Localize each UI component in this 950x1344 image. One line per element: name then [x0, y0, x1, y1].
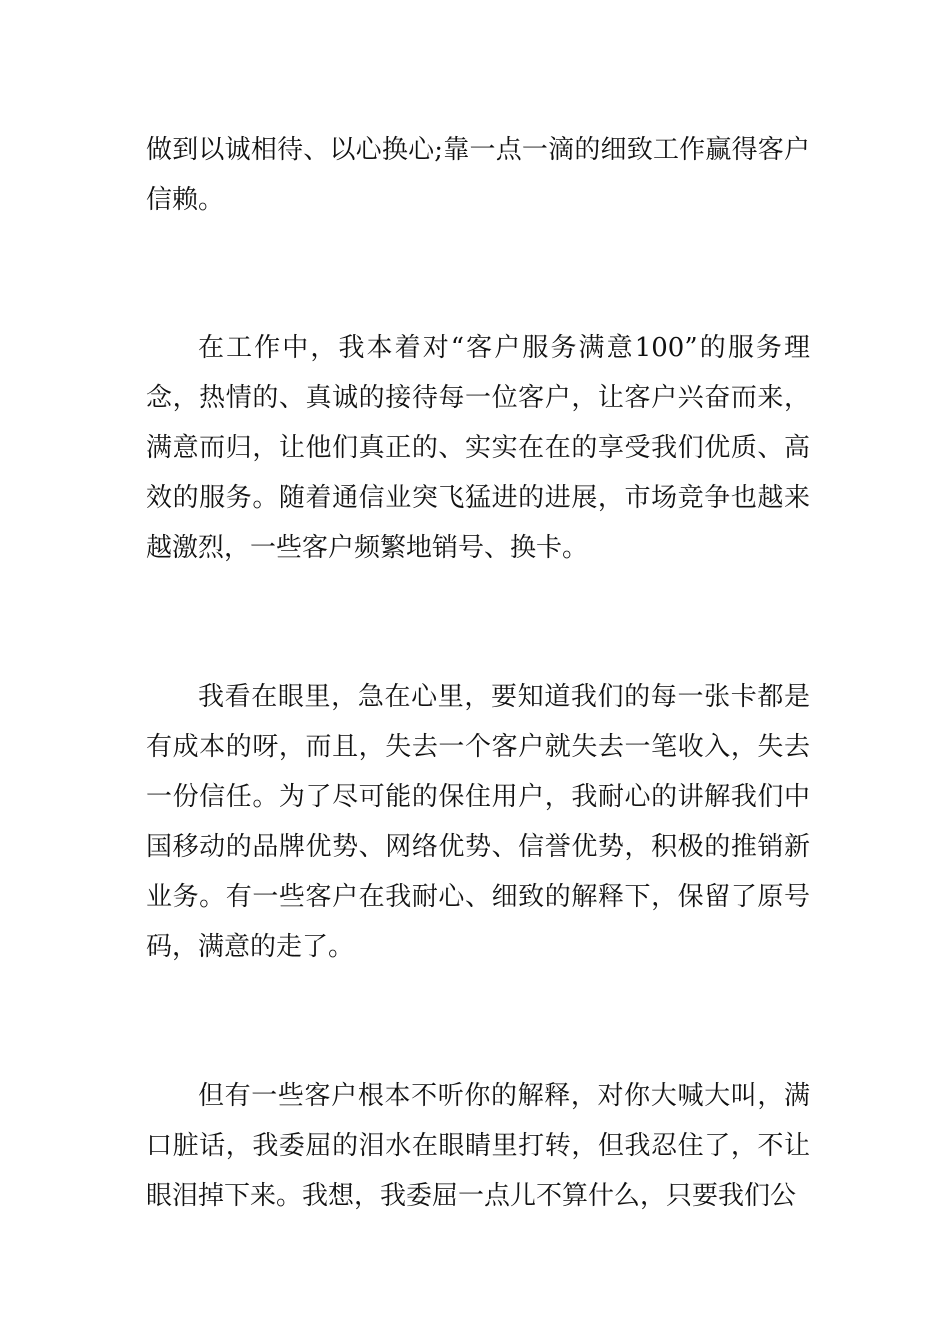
paragraph-4: 但有一些客户根本不听你的解释，对你大喊大叫，满口脏话，我委屈的泪水在眼睛里打转，但我忍住了，不让眼泪掉下来。我想，我委屈一点儿不算什么，只要我们公: [146, 1081, 810, 1211]
paragraph-1: 做到以诚相待、以心换心;靠一点一滴的细致工作赢得客户信赖。: [146, 135, 810, 215]
paragraph-2: 在工作中，我本着对“客户服务满意100”的服务理念，热情的、真诚的接待每一位客户，让客户兴奋而来，满意而归，让他们真正的、实实在在的享受我们优质、高效的服务。随着通信业突飞猛进的进展，市场竞争也越来越激烈，一些客户频繁地销号、换卡。: [146, 333, 810, 563]
paragraph-3: 我看在眼里，急在心里，要知道我们的每一张卡都是有成本的呀，而且，失去一个客户就失去一笔收入，失去一份信任。为了尽可能的保住用户，我耐心的讲解我们中国移动的品牌优势、网络优势、信誉优势，积极的推销新业务。有一些客户在我耐心、细致的解释下，保留了原号码，满意的走了。: [146, 682, 810, 962]
